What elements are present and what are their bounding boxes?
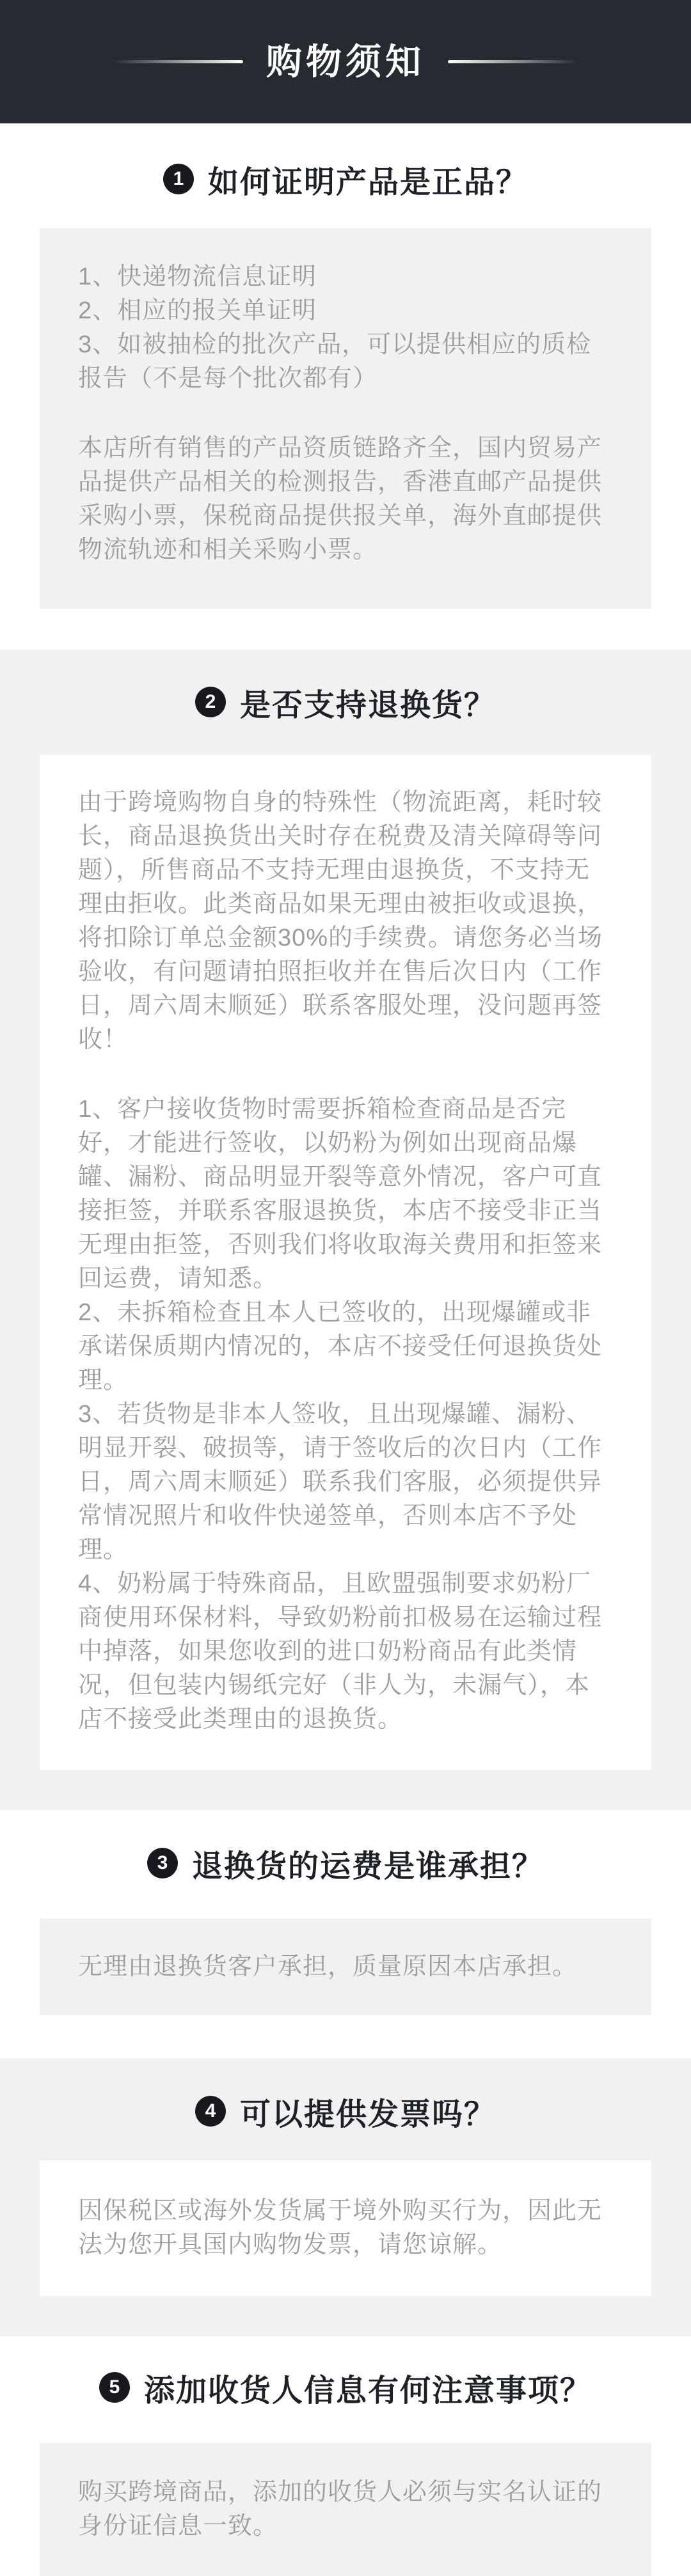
header-divider-right [448,60,579,63]
paragraph: 购买跨境商品，添加的收货人必须与实名认证的身份证信息一致。 [78,2479,603,2540]
list-item: 2、相应的报关单证明 [78,297,317,324]
list-item: 4、奶粉属于特殊商品，且欧盟强制要求奶粉厂商使用环保材料，导致奶粉前扣极易在运输过程中掉落，如果您收到的进口奶粉商品有此类情况，但包装内锡纸完好（非人为，未漏气），本店不接受此类理由的退换货。 [78,1570,603,1733]
section-heading [0,1841,691,1885]
content-box [40,2160,651,2296]
section-number-badge: 4 [195,2096,226,2127]
section-heading [0,2089,691,2134]
section-number-badge: 2 [195,687,226,717]
list-item: 3、若货物是非本人签收，且出现爆罐、漏粉、明显开裂、破损等，请于签收后的次日内（工作日，周六周末顺延）联系我们客服，必须提供异常情况照片和收件快递签单，否则本店不予处理。 [78,1401,603,1563]
paragraph: 无理由退换货客户承担，质量原因本店承担。 [78,1953,578,1980]
content-box [40,2443,651,2576]
section-title: 添加收货人信息有何注意事项？ [143,2373,592,2408]
header-divider-left [112,60,243,63]
paragraph: 由于跨境购物自身的特殊性（物流距离，耗时较长，商品退换货出关时存在税费及清关障碍等问题），所售商品不支持无理由退换货，不支持无理由拒收。此类商品如果无理由被拒收或退换，将扣除订单总金额30%的手续费。请您务必当场验收，有问题请拍照拒收并在售后次日内（工作日，周六周末顺延）联系客服处理，没问题再签收！ [78,789,603,1053]
content-box [40,1919,651,2015]
list-item: 3、如被抽检的批次产品，可以提供相应的质检报告（不是每个批次都有） [78,331,592,392]
section-heading [0,2365,691,2410]
header-banner [0,0,691,123]
list-item: 1、客户接收货物时需要拆箱检查商品是否完好，才能进行签收，以奶粉为例如出现商品爆罐、漏粉、商品明显开裂等意外情况，客户可直接拒签，并联系客服退换货，本店不接受非正当无理由拒签，否则我们将收取海关费用和拒签来回运费，请知悉。 [78,1096,603,1292]
header-title-group [112,41,579,82]
section-title: 是否支持退换货？ [239,688,496,722]
paragraph: 本店所有销售的产品资质链路齐全，国内贸易产品提供产品相关的检测报告，香港直邮产品提供采购小票，保税商品提供报关单，海外直邮提供物流轨迹和相关采购小票。 [78,435,603,563]
section-heading [0,157,691,201]
list-item: 2、未拆箱检查且本人已签收的，出现爆罐或非承诺保质期内情况的，本店不接受任何退换货处理。 [78,1299,603,1394]
section-number-badge: 3 [147,1848,178,1878]
page-title: 购物须知 [266,41,425,82]
section-returns [0,650,691,1810]
section-title: 如何证明产品是正品？ [207,165,528,199]
paragraph: 因保税区或海外发货属于境外购买行为，因此无法为您开具国内购物发票，请您谅解。 [78,2197,603,2258]
section-invoice [0,2058,691,2336]
section-title: 可以提供发票吗？ [239,2097,496,2132]
content-box [40,755,651,1770]
section-recipient-info [0,2365,691,2576]
list-item: 1、快递物流信息证明 [78,263,317,290]
section-return-shipping-fee [0,1841,691,2015]
section-heading [0,680,691,724]
section-authenticity [0,157,691,609]
section-number-badge: 5 [99,2372,130,2403]
section-number-badge: 1 [163,164,194,194]
section-title: 退换货的运费是谁承担？ [191,1849,544,1884]
content-box [40,228,651,609]
